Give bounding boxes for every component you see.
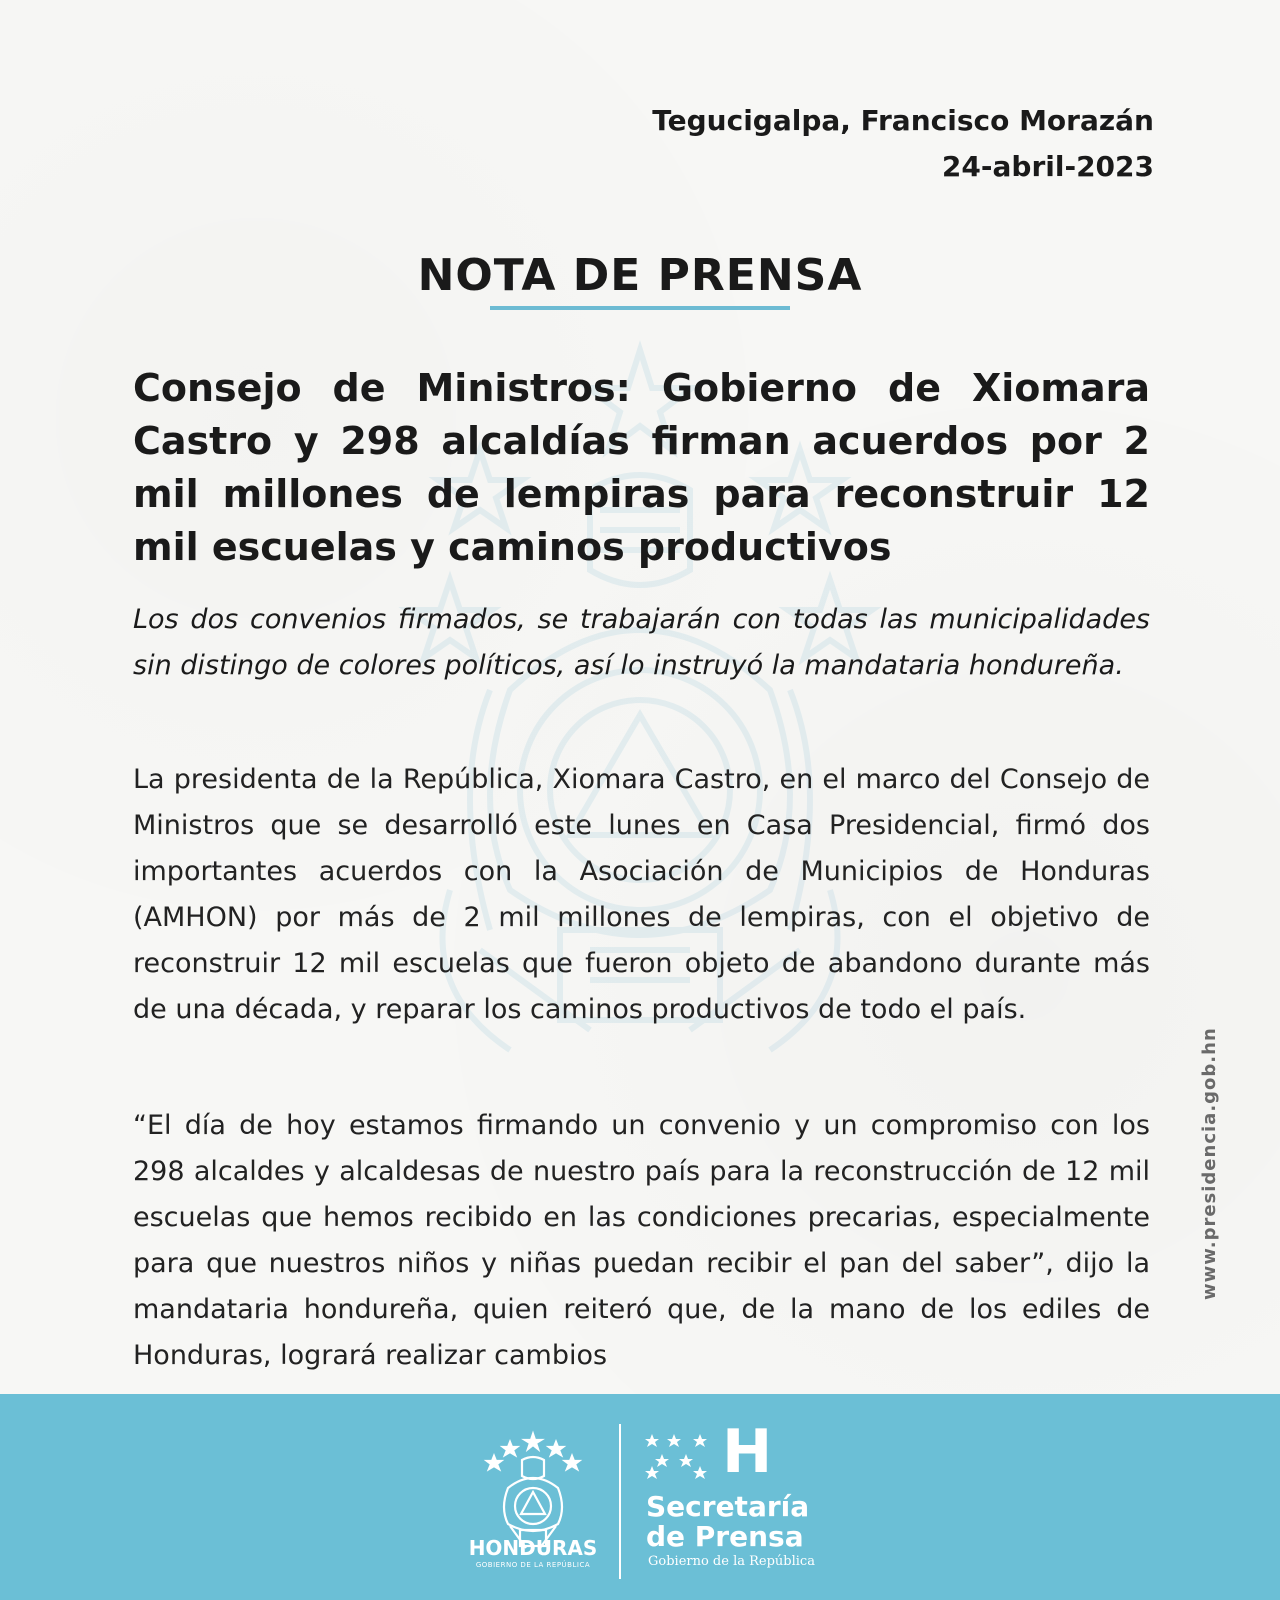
date: 24-abril-2023 (941, 150, 1154, 183)
footer-bar (0, 1394, 1280, 1600)
footer-divider (619, 1424, 621, 1579)
secretaria-h-logo: H (722, 1417, 773, 1487)
body-paragraph-2: “El día de hoy estamos firmando un convenio y un compromiso con los 298 alcaldes y alcaldesas de nuestro país para la reconstrucción de 12 mil escuelas que hemos recibido en las condiciones precarias, especialmente para que nuestros niños y niñas puedan recibir el pan del saber”, dijo la mandataria hondureña, quien reiteró que, de la mano de los ediles de Honduras, logrará realizar cambios (133, 1110, 1150, 1371)
body-paragraph-1: La presidenta de la República, Xiomara Castro, en el marco del Consejo de Ministros que se desarrolló este lunes en Casa Presidencial, firmó dos importantes acuerdos con la Asociación de Municipios de Honduras (AMHON) por más de 2 mil millones de lempiras, con el objetivo de reconstruir 12 mil escuelas que fueron objeto de abandono durante más de una década, y reparar los caminos productivos de todo el país. (133, 764, 1150, 1025)
secretaria-name-line1: Secretaría (646, 1490, 810, 1523)
place-date-block (652, 98, 1154, 190)
secretaria-logo-subtitle: Gobierno de la República (648, 1554, 815, 1569)
website-url: www.presidencia.gob.hn (1199, 1027, 1220, 1300)
title-underline (490, 306, 790, 310)
secretaria-logo-text (646, 1492, 809, 1552)
secretaria-name-line2: de Prensa (646, 1520, 804, 1553)
lead-paragraph: Los dos convenios firmados, se trabajarán con todas las municipalidades sin distingo de colores políticos, así lo instruyó la mandataria hondureña. (133, 604, 1150, 681)
place: Tegucigalpa, Francisco Morazán (652, 104, 1154, 137)
honduras-logo-text: HONDURAS (468, 1536, 598, 1560)
honduras-logo-subtitle: GOBIERNO DE LA REPÚBLICA (475, 1561, 591, 1569)
stars-icon (644, 1432, 724, 1482)
page-title: NOTA DE PRENSA (417, 250, 863, 301)
headline: Consejo de Ministros: Gobierno de Xiomara Castro y 298 alcaldías firman acuerdos por 2 mil millones de lempiras para reconstruir 12 mil escuelas y caminos productivos (133, 366, 1150, 569)
